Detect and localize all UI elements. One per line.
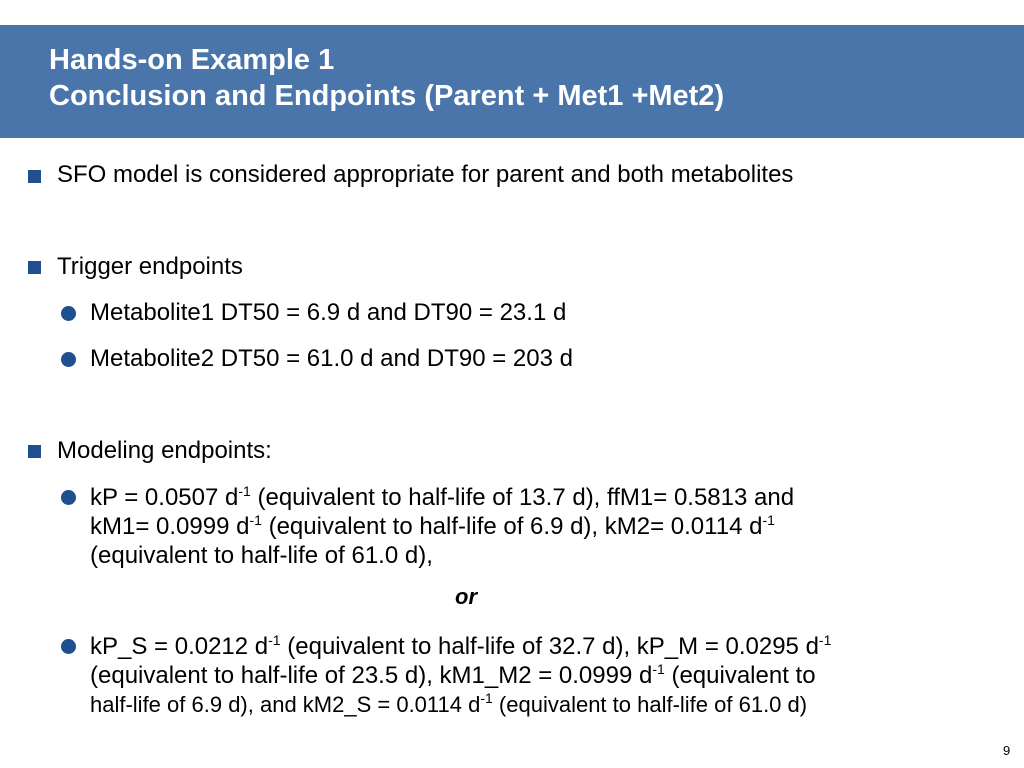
round-bullet-icon: [61, 306, 76, 321]
bullet-sfo-model: SFO model is considered appropriate for parent and both metabolites: [57, 161, 794, 188]
sub-bullet-alternative-rates: kP_S = 0.0212 $d^{-1}$ (equivalent to half-life of 32.7 d), kP_M = 0.0295 $d^{-1}$ (equivalent to half-life of 23.5 d), kM1_M2 = 0.0999 $d^{-1}$ (equivalent to half-life of 6.9 d), and kM2_S = 0.0114 $d^{-1}$ (equivalent to half-life of 61.0 d): [90, 632, 832, 717]
sub-bullet-metabolite2: Metabolite2 DT50 = 61.0 d and DT90 = 203 d: [90, 345, 573, 372]
or-separator: or: [455, 584, 477, 609]
slide-title: [49, 42, 724, 114]
round-bullet-icon: [61, 639, 76, 654]
sub-bullet-metabolite1: Metabolite1 DT50 = 6.9 d and DT90 = 23.1 d: [90, 299, 567, 326]
slide-title-line-1: Hands-on Example 1: [49, 44, 335, 76]
round-bullet-icon: [61, 490, 76, 505]
bullet-modeling-endpoints: Modeling endpoints:: [57, 437, 272, 464]
square-bullet-icon: [28, 170, 41, 183]
bullet-trigger-endpoints: Trigger endpoints: [57, 253, 243, 280]
square-bullet-icon: [28, 261, 41, 274]
square-bullet-icon: [28, 445, 41, 458]
slide-title-line-2: Conclusion and Endpoints (Parent + Met1 +Met2): [49, 80, 725, 112]
round-bullet-icon: [61, 352, 76, 367]
sub-bullet-sfo-rates: kP = 0.0507 $d^{-1}$ (equivalent to half-life of 13.7 d), ffM1= 0.5813 and kM1= 0.0999 $d^{-1}$ (equivalent to half-life of 6.9 d), kM2= 0.0114 $d^{-1}$ (equivalent to half-life of 61.0 d),: [90, 483, 795, 569]
page-number: 9: [1003, 743, 1011, 758]
